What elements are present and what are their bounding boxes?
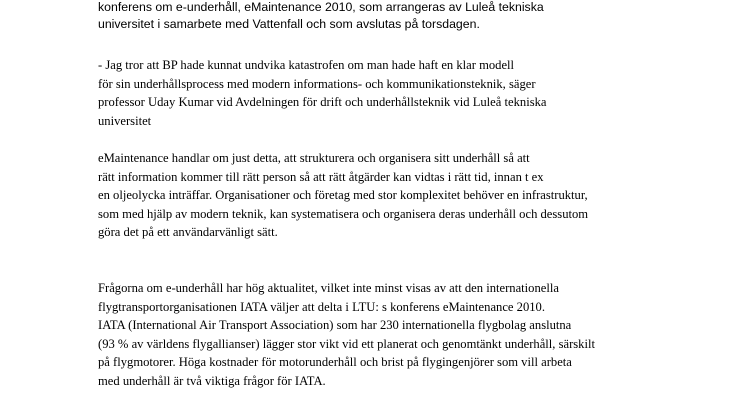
text-line: med underhåll är två viktiga frågor för IATA. bbox=[98, 373, 326, 388]
text-line: IATA (International Air Transport Association) som har 230 internationella flygbolag anslutna bbox=[98, 318, 572, 332]
text-line: eMaintenance handlar om just detta, att strukturera och organisera sitt underhåll så att bbox=[98, 151, 530, 165]
text-line: universitet i samarbete med Vattenfall och som avslutas på torsdagen. bbox=[98, 16, 480, 31]
text-line: - Jag tror att BP hade kunnat undvika katastrofen om man hade haft en klar modell bbox=[98, 58, 515, 72]
text-line: på flygmotorer. Höga kostnader för motorunderhåll och brist på flygingenjörer som vill arbeta bbox=[98, 355, 572, 369]
text-line: professor Uday Kumar vid Avdelningen för drift och underhållsteknik vid Luleå tekniska bbox=[98, 95, 547, 109]
iata-paragraph bbox=[98, 279, 658, 390]
quote-paragraph bbox=[98, 56, 658, 130]
text-line: konferens om e-underhåll, eMaintenance 2010, som arrangeras av Luleå tekniska bbox=[98, 0, 544, 14]
text-line: flygtransportorganisationen IATA väljer att delta i LTU: s konferens eMaintenance 2010. bbox=[98, 299, 545, 314]
text-line: göra det på ett användarvänligt sätt. bbox=[98, 225, 278, 239]
text-line: Frågorna om e-underhåll har hög aktualitet, vilket inte minst visas av att den internationella bbox=[98, 281, 559, 295]
text-line: rätt information kommer till rätt person så att rätt åtgärder kan vidtas i rätt tid, innan t ex bbox=[98, 169, 544, 184]
text-line: för sin underhållsprocess med modern informations- och kommunikationsteknik, säger bbox=[98, 76, 536, 91]
text-line: en oljeolycka inträffar. Organisationer och företag med stor komplexitet behöver en infrastruktur, bbox=[98, 188, 588, 202]
emaintenance-paragraph bbox=[98, 149, 658, 242]
text-line: som med hjälp av modern teknik, kan systematisera och organisera deras underhåll och dessutom bbox=[98, 206, 589, 221]
text-line: universitet bbox=[98, 113, 152, 128]
intro-paragraph bbox=[98, 0, 658, 32]
text-line: (93 % av världens flygallianser) lägger stor vikt vid ett planerat och genomtänkt underhåll, särskilt bbox=[98, 336, 595, 351]
